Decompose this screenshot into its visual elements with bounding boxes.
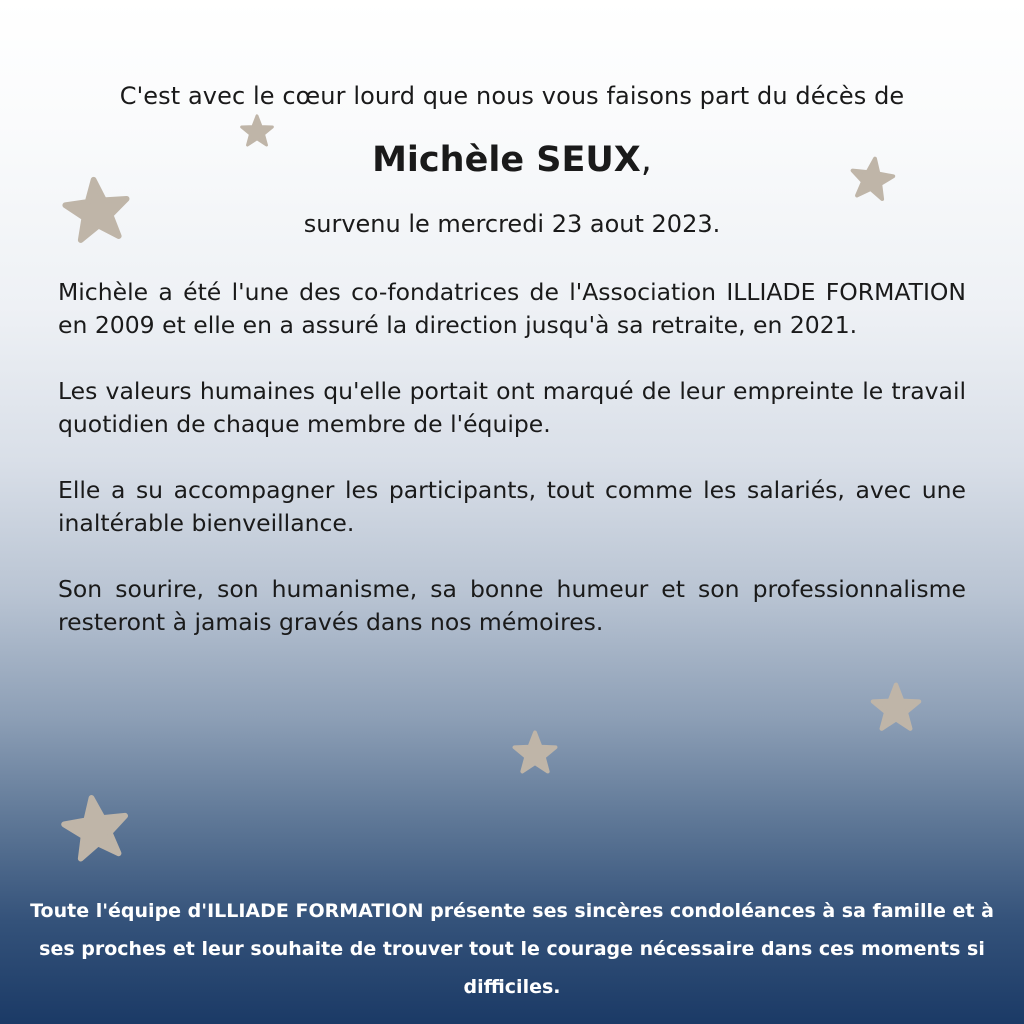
tribute-paragraph: Les valeurs humaines qu'elle portait ont marqué de leur empreinte le travail quotidien de chaque membre de l'équipe.	[58, 377, 966, 438]
deceased-name: Michèle SEUX	[372, 140, 641, 180]
star-icon	[510, 730, 560, 778]
tribute-body	[58, 276, 966, 672]
date-of-death: survenu le mercredi 23 aout 2023.	[303, 210, 721, 238]
name-comma: ,	[640, 140, 652, 180]
tribute-paragraph: Elle a su accompagner les participants, tout comme les salariés, avec une inaltérable bienveillance.	[58, 476, 966, 537]
tribute-paragraph: Michèle a été l'une des co-fondatrices de l'Association ILLIADE FORMATION en 2009 et elle en a assuré la direction jusqu'à sa retraite, en 2021.	[58, 278, 966, 339]
intro-text: C'est avec le cœur lourd que nous vous faisons part du décès de	[119, 82, 905, 110]
tribute-paragraph: Son sourire, son humanisme, sa bonne humeur et son professionnalisme resteront à jamais gravés dans nos mémoires.	[58, 575, 966, 636]
condolences-footer: Toute l'équipe d'ILLIADE FORMATION présente ses sincères condoléances à sa famille et à ses proches et leur souhaite de trouver tout le courage nécessaire dans ces moments si difficiles.	[30, 900, 994, 998]
deceased-name-line	[0, 136, 1024, 184]
star-icon	[55, 789, 136, 870]
star-icon	[868, 682, 924, 736]
